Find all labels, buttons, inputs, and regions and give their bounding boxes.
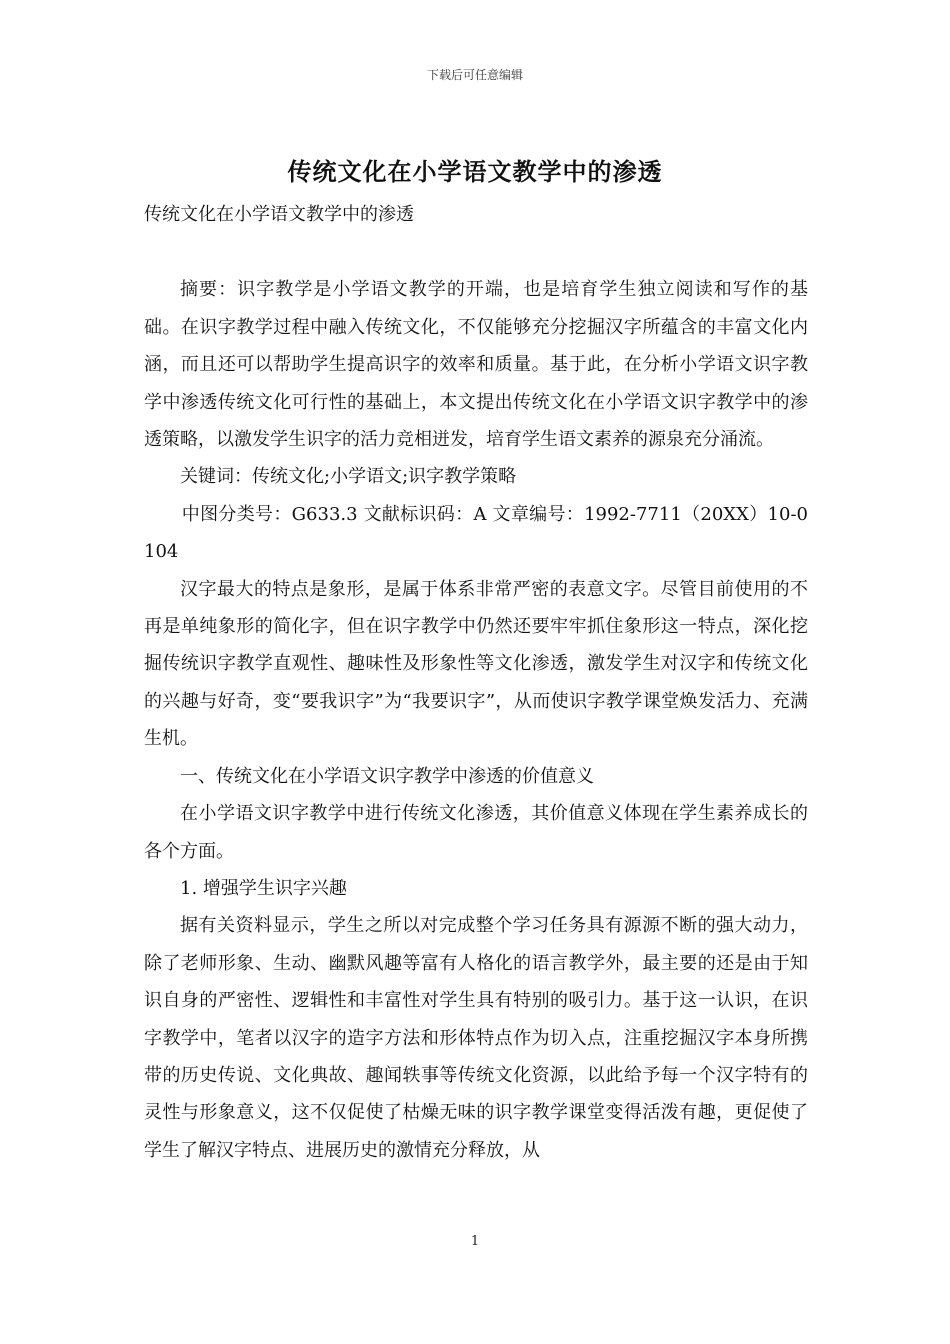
abstract-paragraph: 摘要：识字教学是小学语文教学的开端，也是培育学生独立阅读和写作的基础。在识字教学过程中融入传统文化，不仅能够充分挖掘汉字所蕴含的丰富文化内涵，而且还可以帮助学生提高识字的效率和质量。基于此，在分析小学语文识字教学中渗透传统文化可行性的基础上，本文提出传统文化在小学语文识字教学中的渗透策略，以激发学生识字的活力竞相迸发，培育学生语文素养的源泉充分涌流。 (144, 279, 808, 451)
document-subtitle: 传统文化在小学语文教学中的渗透 (144, 204, 414, 225)
subsection-heading: 1. 增强学生识字兴趣 (180, 877, 347, 899)
section-heading: 一、传统文化在小学语文识字教学中渗透的价值意义 (180, 765, 594, 787)
body-paragraph: 汉字最大的特点是象形，是属于体系非常严密的表意文字。尽管目前使用的不再是单纯象形的简化字，但在识字教学中仍然还要牢牢抓住象形这一特点，深化挖掘传统识字教学直观性、趣味性及形象性等文化渗透，激发学生对汉字和传统文化的兴趣与好奇，变“要我识字”为“我要识字”，从而使识字教学课堂焕发活力、充满生机。 (144, 578, 808, 750)
keywords-line: 关键词：传统文化;小学语文;识字教学策略 (180, 466, 517, 488)
classification-line: 中图分类号：G633.3 文献标识码：A 文章编号：1992-7711（20XX）10-0104 (144, 503, 808, 563)
document-title: 传统文化在小学语文教学中的渗透 (287, 157, 663, 186)
header-note: 下载后可任意编辑 (426, 68, 523, 82)
body-paragraph: 据有关资料显示，学生之所以对完成整个学习任务具有源源不断的强大动力，除了老师形象、生动、幽默风趣等富有人格化的语言教学外，最主要的还是由于知识自身的严密性、逻辑性和丰富性对学生具有特别的吸引力。基于这一认识，在识字教学中，笔者以汉字的造字方法和形体特点作为切入点，注重挖掘汉字本身所携带的历史传说、文化典故、趣闻轶事等传统文化资源，以此给予每一个汉字特有的灵性与形象意义，这不仅促使了枯燥无味的识字教学课堂变得活泼有趣，更促使了学生了解汉字特点、进展历史的激情充分释放，从 (144, 915, 808, 1161)
page-number: 1 (470, 1234, 480, 1249)
document-body (144, 196, 808, 1169)
body-paragraph: 在小学语文识字教学中进行传统文化渗透，其价值意义体现在学生素养成长的各个方面。 (144, 803, 808, 862)
